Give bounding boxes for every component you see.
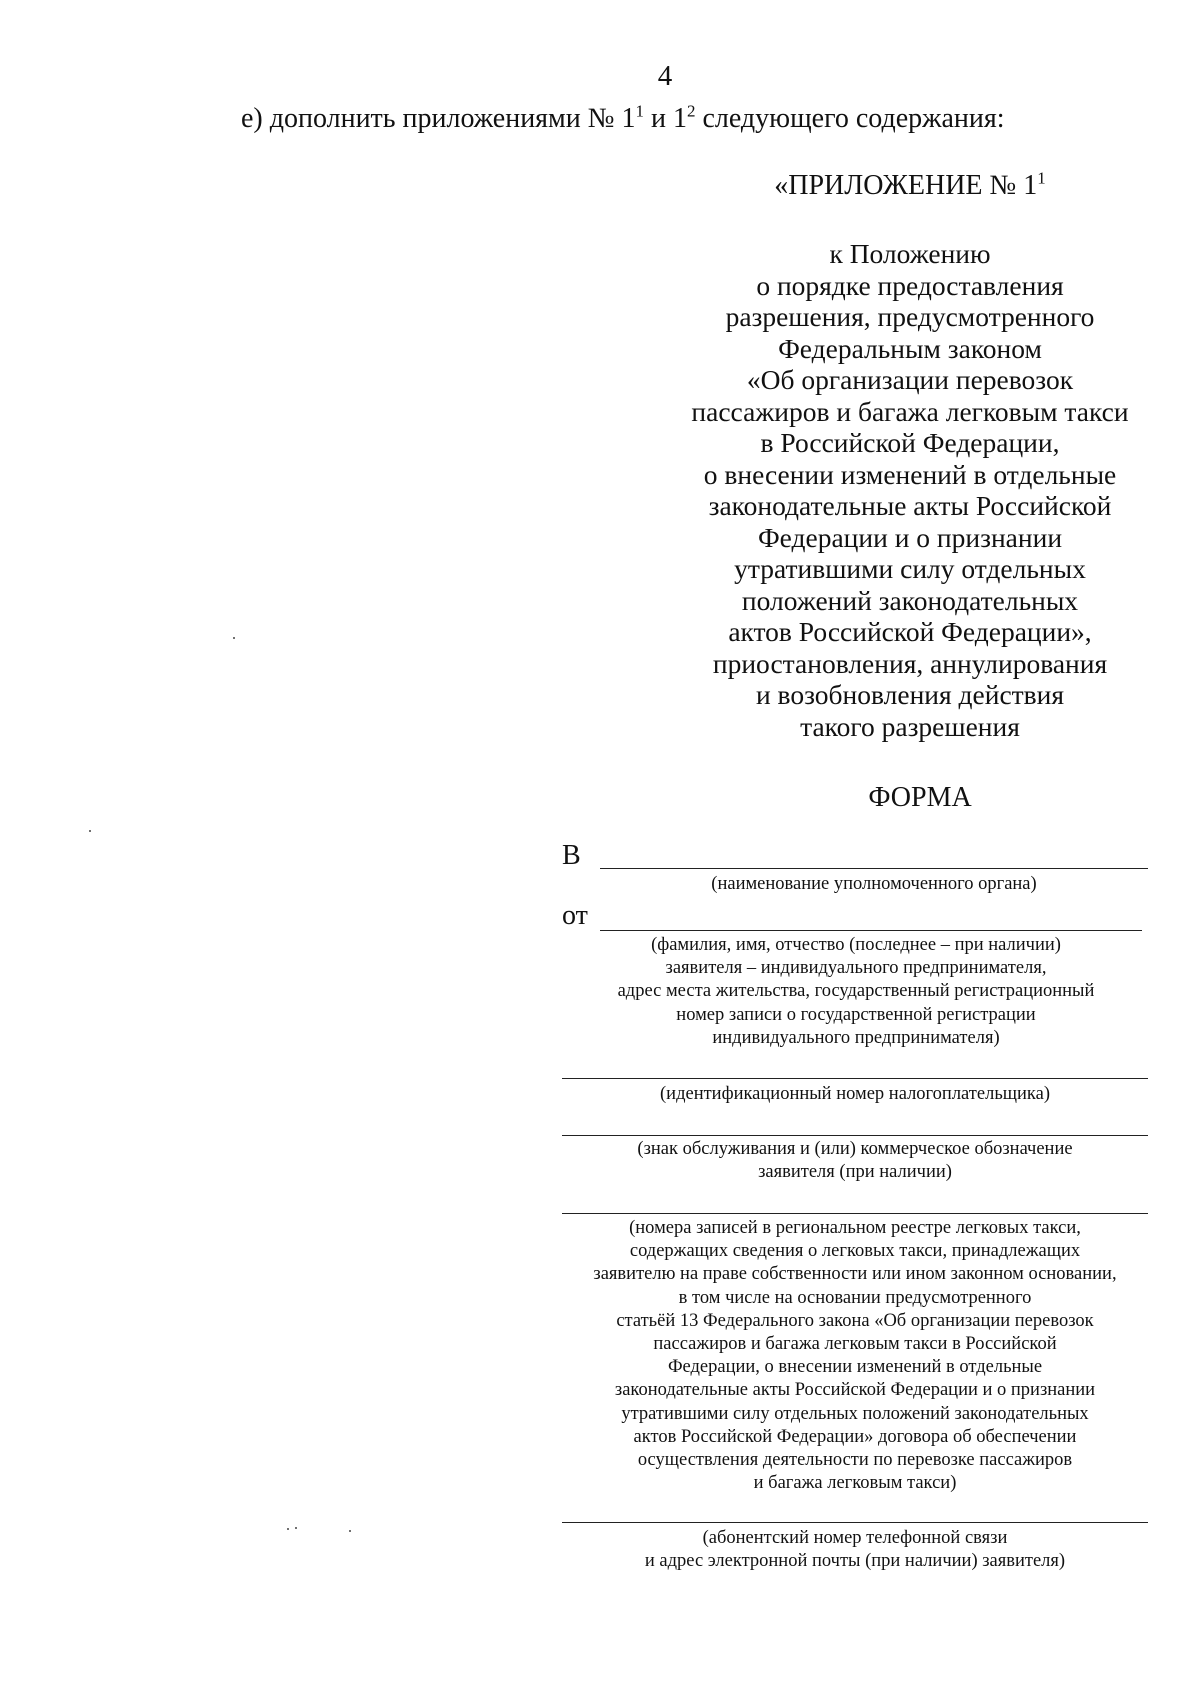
- caption-line: о порядке предоставления: [756, 269, 1064, 301]
- caption-line: к Положению: [829, 238, 991, 269]
- caption-line: Федеральным законом: [778, 332, 1042, 364]
- from-prefix: от: [562, 900, 588, 931]
- intro-text-middle: и 1: [643, 103, 687, 134]
- caption-line: «Об организации перевозок: [746, 364, 1074, 395]
- inn-note: (идентификационный номер налогоплательщика): [660, 1084, 1050, 1104]
- scan-speck: [233, 637, 235, 639]
- registry-note: [548, 1217, 1162, 1495]
- caption-line: разрешения, предусмотренного: [725, 301, 1095, 332]
- applicant-note-line: (фамилия, имя, отчество (последнее – при наличии): [651, 935, 1061, 955]
- registry-line[interactable]: [562, 1213, 1148, 1214]
- to-prefix: В: [562, 840, 581, 871]
- appendix-title-text: «ПРИЛОЖЕНИЕ № 1: [774, 170, 1038, 201]
- brand-note: [562, 1138, 1148, 1184]
- caption-line: о внесении изменений в отдельные: [703, 458, 1117, 490]
- intro-text-after: следующего содержания:: [695, 103, 1005, 134]
- applicant-note: [556, 934, 1156, 1050]
- authority-name-line[interactable]: [600, 868, 1148, 869]
- scan-speck: [89, 830, 91, 832]
- scan-speck: [349, 1530, 351, 1532]
- page-number: 4: [657, 60, 673, 92]
- caption-line: Федерации и о признании: [757, 521, 1063, 553]
- applicant-name-line[interactable]: [600, 930, 1142, 931]
- registry-note-line: утратившими силу отдельных положений законодательных: [621, 1403, 1089, 1424]
- inn-line[interactable]: [562, 1078, 1148, 1079]
- caption-line: и возобновления действия: [755, 679, 1065, 710]
- registry-note-line: актов Российской Федерации» договора об обеспечении: [633, 1426, 1077, 1447]
- applicant-note-line: номер записи о государственной регистрации: [676, 1004, 1036, 1025]
- appendix-caption: [660, 238, 1160, 742]
- registry-note-line: содержащих сведения о легковых такси, принадлежащих: [629, 1241, 1081, 1262]
- registry-note-line: и багажа легковым такси): [753, 1473, 957, 1494]
- registry-note-line: заявителю на праве собственности или ином законном основании,: [593, 1264, 1117, 1285]
- registry-note-line: законодательные акты Российской Федерации и о признании: [614, 1380, 1096, 1401]
- contact-note: [562, 1527, 1148, 1573]
- brand-note-line: заявителя (при наличии): [758, 1162, 952, 1183]
- registry-note-line: в том числе на основании предусмотренного: [678, 1287, 1032, 1308]
- appendix-title-superscript: 1: [1037, 168, 1046, 188]
- intro-superscript-b: 2: [686, 101, 696, 121]
- scan-speck: [287, 1528, 289, 1530]
- form-label: ФОРМА: [868, 782, 972, 813]
- contact-note-line: и адрес электронной почты (при наличии) заявителя): [644, 1551, 1066, 1572]
- registry-note-line: пассажиров и багажа легковым такси в Российской: [653, 1334, 1057, 1355]
- caption-line: актов Российской Федерации»,: [728, 616, 1092, 647]
- brand-line[interactable]: [562, 1135, 1148, 1136]
- registry-note-line: статьёй 13 Федерального закона «Об организации перевозок: [616, 1310, 1094, 1331]
- caption-line: такого разрешения: [800, 710, 1020, 742]
- authority-name-note: (наименование уполномоченного органа): [711, 874, 1037, 894]
- brand-note-line: (знак обслуживания и (или) коммерческое обозначение: [637, 1139, 1073, 1159]
- caption-line: положений законодательных: [741, 584, 1079, 616]
- applicant-note-line: индивидуального предпринимателя): [712, 1027, 1000, 1048]
- scan-speck: [295, 1527, 297, 1529]
- intro-text-before: е) дополнить приложениями № 1: [241, 103, 636, 134]
- caption-line: в Российской Федерации,: [760, 427, 1060, 458]
- applicant-note-line: заявителя – индивидуального предпринимателя,: [665, 958, 1047, 979]
- caption-line: утратившими силу отдельных: [734, 553, 1086, 584]
- intro-sentence: [241, 103, 1005, 135]
- applicant-note-line: адрес места жительства, государственный регистрационный: [617, 981, 1095, 1002]
- contact-note-line: (абонентский номер телефонной связи: [702, 1528, 1008, 1548]
- intro-superscript-a: 1: [635, 101, 644, 121]
- registry-note-line: осуществления деятельности по перевозке пассажиров: [637, 1450, 1073, 1471]
- caption-line: приостановления, аннулирования: [712, 647, 1108, 679]
- caption-line: пассажиров и багажа легковым такси: [691, 395, 1129, 427]
- registry-note-line: Федерации, о внесении изменений в отдельные: [667, 1357, 1043, 1378]
- appendix-title: [650, 170, 1170, 202]
- caption-line: законодательные акты Российской: [708, 490, 1112, 521]
- contact-line[interactable]: [562, 1522, 1148, 1523]
- registry-note-line: (номера записей в региональном реестре легковых такси,: [629, 1218, 1081, 1238]
